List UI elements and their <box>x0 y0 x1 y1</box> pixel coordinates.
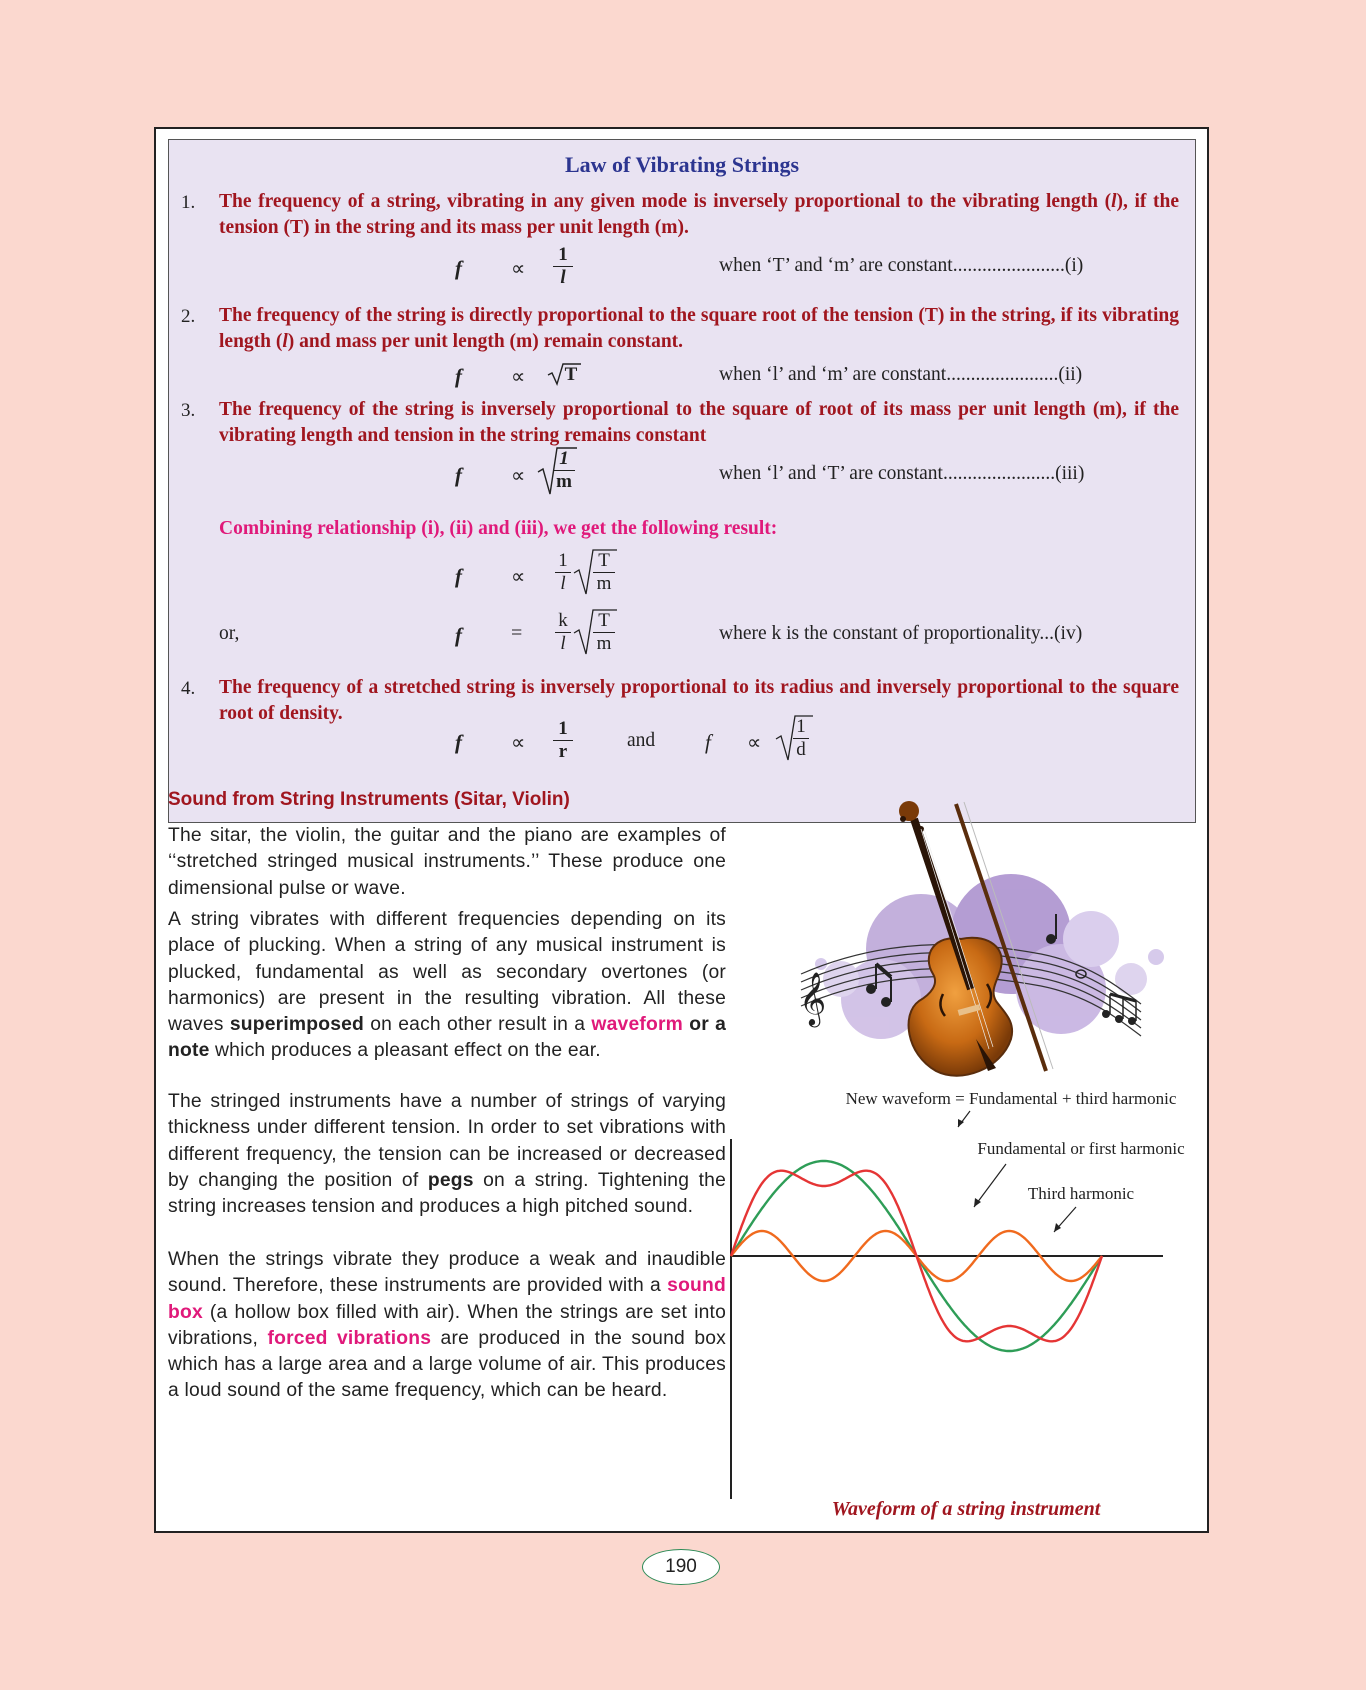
page-number: 190 <box>642 1549 720 1585</box>
fraction-1-over-l: 1 l <box>553 244 573 289</box>
symbol-f: f <box>455 730 462 754</box>
condition-i: when ‘T’ and ‘m’ are constant.......................(i) <box>719 255 1084 276</box>
law-statement-1: The frequency of a string, vibrating in any given mode is inversely proportional to the vibrating length (l), if the tension (T) in the string and its mass per unit length (m). <box>219 191 1179 238</box>
svg-text:𝄞: 𝄞 <box>799 971 827 1025</box>
symbol-prop: ∝ <box>511 465 526 487</box>
fraction-1-over-d: 1 d <box>793 716 809 761</box>
item-number: 3. <box>181 400 196 421</box>
law-statement-3: The frequency of the string is inversely proportional to the square of root of its mass per unit length (m), if the vibrating length and tension in the string remains constant <box>219 399 1179 446</box>
symbol-prop: ∝ <box>511 732 526 754</box>
figure-caption: Waveform of a string instrument <box>831 1498 1101 1520</box>
paragraph-4: When the strings vibrate they produce a weak and inaudible sound. Therefore, these instruments are provided with a sound box (a hollow box filled with air). When the strings are set into vibrations, forced vibrations are produced in the sound box which has a large area and a large volume of air. This produces a loud sound of the same frequency, which can be heard. <box>168 1249 727 1402</box>
symbol-f: f <box>455 364 462 388</box>
law-title: Law of Vibrating Strings <box>564 152 800 177</box>
symbol-prop: ∝ <box>511 366 526 388</box>
fraction-T-over-m: T m <box>593 610 615 655</box>
symbol-f: f <box>455 256 462 280</box>
or-label: or, <box>219 623 240 644</box>
symbol-f: f <box>455 564 462 588</box>
label-third-harmonic: Third harmonic <box>1027 1184 1135 1203</box>
law-box <box>168 139 1196 823</box>
symbol-eq: = <box>511 622 523 644</box>
section-heading: Sound from String Instruments (Sitar, Violin) <box>168 789 570 810</box>
tension-T: T <box>564 364 578 385</box>
and-label: and <box>627 730 656 751</box>
paragraph-1: The sitar, the violin, the guitar and the piano are examples of ‘‘stretched stringed musical instruments.’’ These produce one dimensional pulse or wave. <box>168 825 726 899</box>
symbol-prop: ∝ <box>511 566 526 588</box>
fraction-1-over-r: 1 r <box>553 718 573 763</box>
fraction-1-over-l: 1 l <box>555 550 571 595</box>
paragraph-3: The stringed instruments have a number of strings of varying thickness under different tension. In order to set vibrations with different frequency, the tension can be increased or decreased by changing the position of pegs on a string. Tightening the string increases tension and produces a high pitched sound. <box>168 1091 727 1218</box>
label-fundamental: Fundamental or first harmonic <box>977 1139 1185 1158</box>
condition-ii: when ‘l’ and ‘m’ are constant.......................(ii) <box>719 364 1083 385</box>
symbol-prop: ∝ <box>511 258 526 280</box>
item-number: 1. <box>181 192 196 213</box>
fraction-k-over-l: k l <box>555 610 571 655</box>
law-statement-2: The frequency of the string is directly proportional to the square root of the tension (T) in the string, if its vibrating length (l) and mass per unit length (m) remain constant. <box>219 305 1179 352</box>
symbol-f: f <box>455 463 462 487</box>
item-number: 2. <box>181 306 196 327</box>
condition-iii: when ‘l’ and ‘T’ are constant.......................(iii) <box>719 463 1085 484</box>
page-frame <box>154 127 1209 1533</box>
symbol-prop: ∝ <box>747 732 762 754</box>
waveform-chart <box>726 1089 1196 1529</box>
symbol-f: f <box>705 730 711 754</box>
violin-illustration <box>761 789 1196 1089</box>
paragraph-2: A string vibrates with different frequencies depending on its place of plucking. When a string of any musical instrument is plucked, fundamental as well as secondary overtones (or harmonics) are present in the resulting vibration. All these waves superimposed on each other result in a waveform or a note which produces a pleasant effect on the ear. <box>168 909 727 1062</box>
law-statement-4: The frequency of a stretched string is inversely proportional to its radius and inversely proportional to the square root of density. <box>219 677 1179 724</box>
fraction-T-over-m: T m <box>593 550 615 595</box>
condition-iv: where k is the constant of proportionality...(iv) <box>719 623 1083 644</box>
combining-text: Combining relationship (i), (ii) and (iii), we get the following result: <box>219 518 778 539</box>
fraction-1-over-m: 1 m <box>553 448 575 493</box>
symbol-f: f <box>455 623 462 647</box>
item-number: 4. <box>181 678 196 699</box>
label-new-waveform: New waveform = Fundamental + third harmonic <box>845 1089 1177 1108</box>
